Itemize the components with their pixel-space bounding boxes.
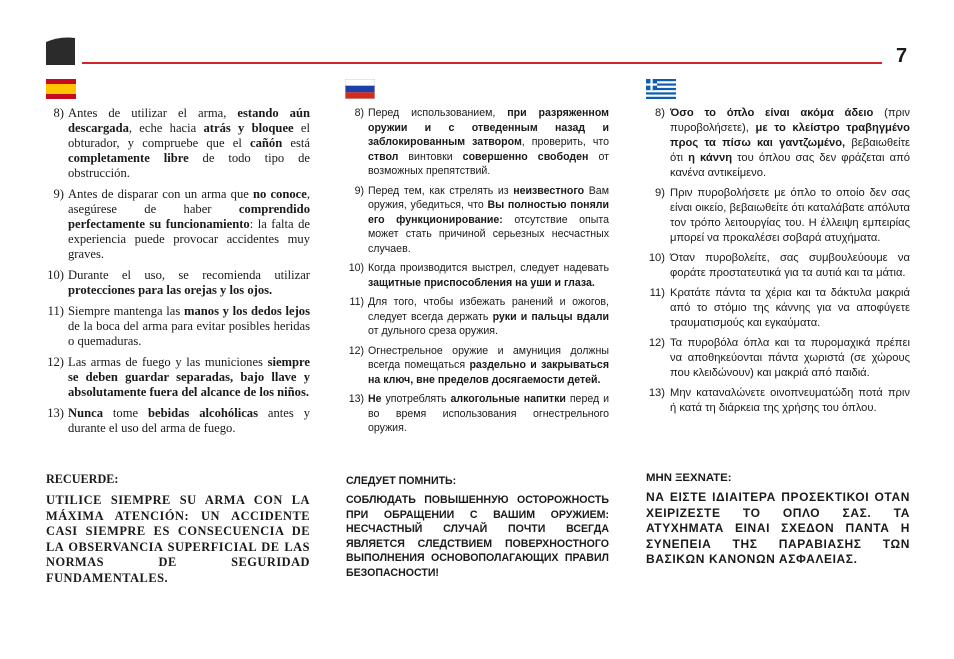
item-text: Πριν πυροβολήσετε με όπλο το οποίο δεν σας είναι οικείο, βεβαιωθείτε ότι καταλάβατε απόλυτα τον τρόπο λειτουργίας του. Η έλλειψη εμπειρίας μπορεί να προκαλέσει σοβαρά ατυχήματα. — [670, 187, 910, 244]
item-number: 12) — [47, 355, 64, 369]
item-number: 8) — [53, 106, 64, 120]
item-text: Τα πυροβόλα όπλα και τα πυρομαχικά πρέπει να αποθηκεύονται πάντα χωριστά (σε χώρους που κλειδώνουν) και μακριά από παιδιά. — [670, 337, 910, 379]
list-item — [646, 336, 910, 381]
item-text: Для того, чтобы избежать ранений и ожогов, следует всегда держать руки и пальцы вдали от дульного среза оружия. — [368, 296, 609, 337]
item-text: Nunca tome bebidas alcohólicas antes y durante el uso del arma de fuego. — [68, 406, 310, 435]
spain-flag-icon — [46, 79, 76, 99]
item-number: 9) — [655, 187, 665, 199]
item-number: 10) — [648, 252, 665, 264]
item-number: 13) — [648, 387, 665, 399]
item-number: 13) — [348, 393, 364, 405]
item-text: Κρατάτε πάντα τα χέρια και τα δάκτυλα μακριά από το στόμιο της κάννης για να αποφύγετε τραυματισμούς και εγκαύματα. — [670, 287, 910, 329]
item-number: 11) — [649, 287, 665, 299]
russian-warning: СОБЛЮДАТЬ ПОВЫШЕННУЮ ОСТОРОЖНОСТЬ ПРИ ОБРАЩЕНИИ С ВАШИМ ОРУЖИЕМ: НЕСЧАСТНЫЙ СЛУЧАЙ ПОЧТИ ВСЕГДА ЯВЛЯЕТСЯ СЛЕДСТВИЕМ ПОВЕРХНОСТНОГО ВЫПОЛНЕНИЯ ОСНОВОПОЛАГАЮЩИХ ПРАВИЛ БЕЗОПАСНОСТИ! — [346, 494, 609, 579]
list-item — [646, 251, 910, 281]
russian-reminder-heading: СЛЕДУЕТ ПОМНИТЬ: — [346, 475, 457, 487]
item-number: 10) — [348, 262, 364, 274]
item-number: 9) — [354, 184, 364, 197]
list-item — [646, 386, 910, 416]
item-text: Не употреблять алкогольные напитки перед и во время использования огнестрельного оружия. — [368, 393, 610, 434]
item-text: Огнестрельное оружие и амуниция должны всегда помещаться раздельно и закрываться на ключ, вне пределов досягаемости детей. — [368, 344, 609, 386]
item-text: Когда производится выстрел, следует надевать защитные приспособления на уши и глаза. — [368, 262, 609, 289]
item-number: 12) — [348, 344, 364, 357]
list-item — [646, 286, 910, 331]
page-number: 7 — [896, 45, 908, 67]
russian-safety-list — [346, 106, 609, 436]
list-item — [346, 344, 609, 388]
header-rule — [82, 62, 882, 64]
item-text: Las armas de fuego y las municiones siempre se deben guardar separadas, bajo llave y absolutamente fuera del alcance de los niños. — [68, 355, 310, 399]
list-item — [346, 106, 609, 179]
list-item — [346, 392, 609, 436]
item-text: Перед тем, как стрелять из неизвестного Вам оружия, убедиться, что Вы полностью поняли его функционирование: отсутствие опыта может стать причиной серьезных несчастных случаев. — [368, 184, 609, 255]
greek-column — [646, 106, 911, 566]
brand-logo-icon — [46, 36, 75, 65]
item-number: 11) — [349, 296, 364, 308]
spanish-safety-list — [46, 106, 310, 436]
list-item — [346, 261, 609, 290]
item-number: 8) — [655, 107, 665, 119]
russia-flag-icon — [345, 79, 375, 99]
item-number: 11) — [47, 304, 64, 318]
russian-column — [346, 106, 610, 579]
item-text: Όταν πυροβολείτε, σας συμβουλεύουμε να φοράτε προστατευτικά για τα αυτιά και τα μάτια. — [670, 252, 910, 279]
item-text: Siempre mantenga las manos y los dedos lejos de la boca del arma para evitar posibles heridas o quemaduras. — [68, 304, 310, 348]
item-text: Όσο το όπλο είναι ακόμα άδειο (πριν πυροβολήσετε), με το κλείστρο τραβηγμένο προς τα πίσω και γαντζωμένο, βεβαιωθείτε ότι η κάννη του όπλου σας δεν φράζεται από κανένα αντικείμενο. — [670, 107, 911, 179]
item-number: 12) — [648, 337, 665, 349]
item-text: Durante el uso, se recomienda utilizar protecciones para las orejas y los ojos. — [68, 268, 310, 297]
spanish-column — [46, 106, 310, 585]
item-number: 9) — [53, 187, 64, 201]
item-text: Μην καταναλώνετε οινοπνευματώδη ποτά πριν ή κατά τη διάρκεια της χρήσης του όπλου. — [670, 387, 910, 414]
item-number: 8) — [354, 107, 364, 119]
list-item — [646, 186, 910, 246]
item-text: Antes de utilizar el arma, estando aún descargada, eche hacia atrás y bloquee el obturador, y compruebe que el cañón está completamente libre de todo tipo de obstrucción. — [68, 106, 310, 180]
greece-flag-icon — [646, 79, 676, 99]
list-item — [346, 295, 609, 339]
item-text: Antes de disparar con un arma que no conoce, asegúrese de haber comprendido perfectamente su funcionamiento: la falta de experiencia puede provocar accidentes muy graves. — [68, 187, 310, 261]
list-item — [46, 304, 310, 349]
spanish-warning: UTILICE SIEMPRE SU ARMA CON LA MÁXIMA ATENCIÓN: UN ACCIDENTE CASI SIEMPRE ES CONSECUENCIA DE LA OBSERVANCIA SUPERFICIAL DE LAS NORMAS DE SEGURIDAD FUNDAMENTALES. — [46, 493, 310, 585]
list-item — [46, 406, 310, 436]
list-item — [46, 355, 310, 400]
item-number: 13) — [47, 406, 64, 420]
list-item — [646, 106, 910, 181]
item-text: Перед использованием, при разряженном оружии и с отведенным назад и заблокированным затвором, проверить, что ствол винтовки совершенно свободен от возможных препятствий. — [368, 107, 609, 177]
greek-warning: ΝΑ ΕΙΣΤΕ ΙΔΙΑΙΤΕΡΑ ΠΡΟΣΕΚΤΙΚΟΙ ΟΤΑΝ ΧΕΙΡΙΖΕΣΤΕ ΤΟ ΟΠΛΟ ΣΑΣ. ΤΑ ΑΤΥΧΗΜΑΤΑ ΕΙΝΑΙ ΣΧΕΔΟΝ ΠΑΝΤΑ Η ΣΥΝΕΠΕΙΑ ΤΗΣ ΠΑΡΑΒΙΑΣΗΣ ΤΩΝ ΒΑΣΙΚΩΝ ΚΑΝΟΝΩΝ ΑΣΦΑΛΕΙΑΣ. — [646, 490, 910, 566]
list-item — [46, 187, 310, 262]
greek-reminder-heading: ΜΗΝ ΞΕΧΝΑΤΕ: — [646, 472, 732, 484]
list-item — [46, 106, 310, 181]
list-item — [346, 184, 609, 257]
list-item — [46, 268, 310, 298]
item-number: 10) — [47, 268, 64, 282]
spanish-reminder-heading: RECUERDE: — [46, 472, 119, 486]
greek-safety-list — [646, 106, 910, 416]
